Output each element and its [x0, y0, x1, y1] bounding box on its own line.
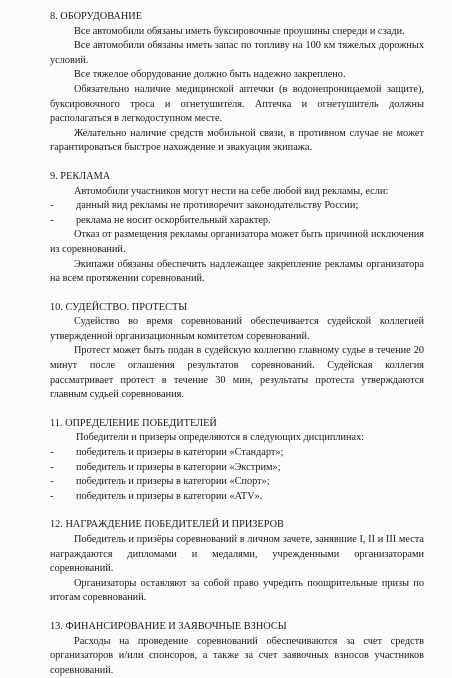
list-item [50, 199, 424, 214]
paragraph: Отказ от размещения рекламы организатора может быть причиной исключения из соревнований. [50, 229, 424, 255]
dash-marker: - [50, 461, 54, 473]
dash-marker: - [50, 214, 54, 226]
paragraph: Организаторы оставляют за собой право учредить поощрительные призы по итогам соревнований. [50, 577, 424, 604]
section-heading: 8. ОБОРУДОВАНИЕ [50, 11, 143, 22]
paragraph: Победители и призеры определяются в следующих дисциплинах: [76, 432, 365, 444]
list-item [50, 446, 424, 461]
dash-marker: - [50, 476, 54, 488]
section-heading: 13. ФИНАНСИРОВАНИЕ И ЗАЯВОЧНЫЕ ВЗНОСЫ [50, 620, 287, 632]
section-heading: 9. РЕКЛАМА [50, 170, 111, 182]
paragraph: Обязательно наличие медицинской аптечки (в водонепроницаемой защите), буксировочного троса и огнетушителя. Аптечка и огнетушитель должны располагаться в легкодоступном месте. [50, 83, 424, 125]
paragraph: Все тяжелое оборудование должно быть надежно закреплено. [74, 69, 346, 81]
list-item-text: победитель и призеры в категории «Экстрим»; [76, 461, 281, 473]
list-item-text: победитель и призеры в категории «Спорт»; [76, 476, 270, 488]
section-heading: 11. ОПРЕДЕЛЕНИЕ ПОБЕДИТЕЛЕЙ [50, 417, 217, 429]
paragraph: Все автомобили обязаны иметь запас по топливу на 100 км тяжелых дорожных условий. [50, 40, 424, 66]
dash-marker: - [50, 200, 54, 212]
dash-marker: - [50, 490, 54, 502]
paragraph: Желательно наличие средств мобильной связи, в противном случае не может гарантироваться быстрое нахождение и эвакуация экипажа. [50, 127, 424, 154]
paragraph: Экипажи обязаны обеспечить надлежащее закрепление рекламы организатора на всем протяжении соревнований. [50, 258, 424, 285]
list-item-text: победитель и призеры в категории «ATV». [76, 490, 263, 502]
dash-marker: - [50, 447, 54, 459]
list-item [50, 475, 424, 490]
paragraph: Судейство во время соревнований обеспечивается судейской коллегией утвержденной организационным комитетом соревнований. [50, 316, 424, 342]
paragraph: Все автомобили обязаны иметь буксировочные проушины спереди и сзади. [74, 25, 405, 37]
section-judging [50, 301, 424, 403]
list-item-text: победитель и призеры в категории «Стандарт»; [76, 447, 284, 459]
list-item [50, 461, 424, 476]
list-item-text: данный вид рекламы не противоречит законодательству России; [76, 200, 359, 212]
section-advertising [50, 170, 424, 287]
list-item-text: реклама не носит оскорбительный характер. [76, 214, 271, 226]
paragraph: Победитель и призёры соревнований в личном зачете, занявшие I, II и III места награждаются дипломами и медалями, учрежденными организаторами соревнований. [50, 534, 424, 575]
section-heading: 10. СУДЕЙСТВО. ПРОТЕСТЫ [50, 301, 188, 313]
section-equipment [50, 10, 424, 156]
section-financing [50, 620, 424, 678]
paragraph: Автомобили участников могут нести на себе любой вид рекламы, если: [74, 185, 389, 197]
paragraph: Расходы на проведение соревнований обеспечиваются за счет средств организаторов и/или спонсоров, а также за счет заявочных взносов участников соревнований. [50, 635, 424, 676]
section-awards [50, 518, 424, 606]
list-item [50, 214, 424, 229]
list-item [50, 490, 424, 505]
section-heading: 12. НАГРАЖДЕНИЕ ПОБЕДИТЕЛЕЙ И ПРИЗЕРОВ [50, 519, 284, 531]
section-winners [50, 417, 424, 505]
paragraph: Протест может быть подан в судейскую коллегию главному судье в течение 20 минут после оглашения результатов соревнований. Судейская коллегия рассматривает протест в течение 30 мин, результаты протеста утверждаются главным судьей соревнования. [50, 345, 424, 401]
